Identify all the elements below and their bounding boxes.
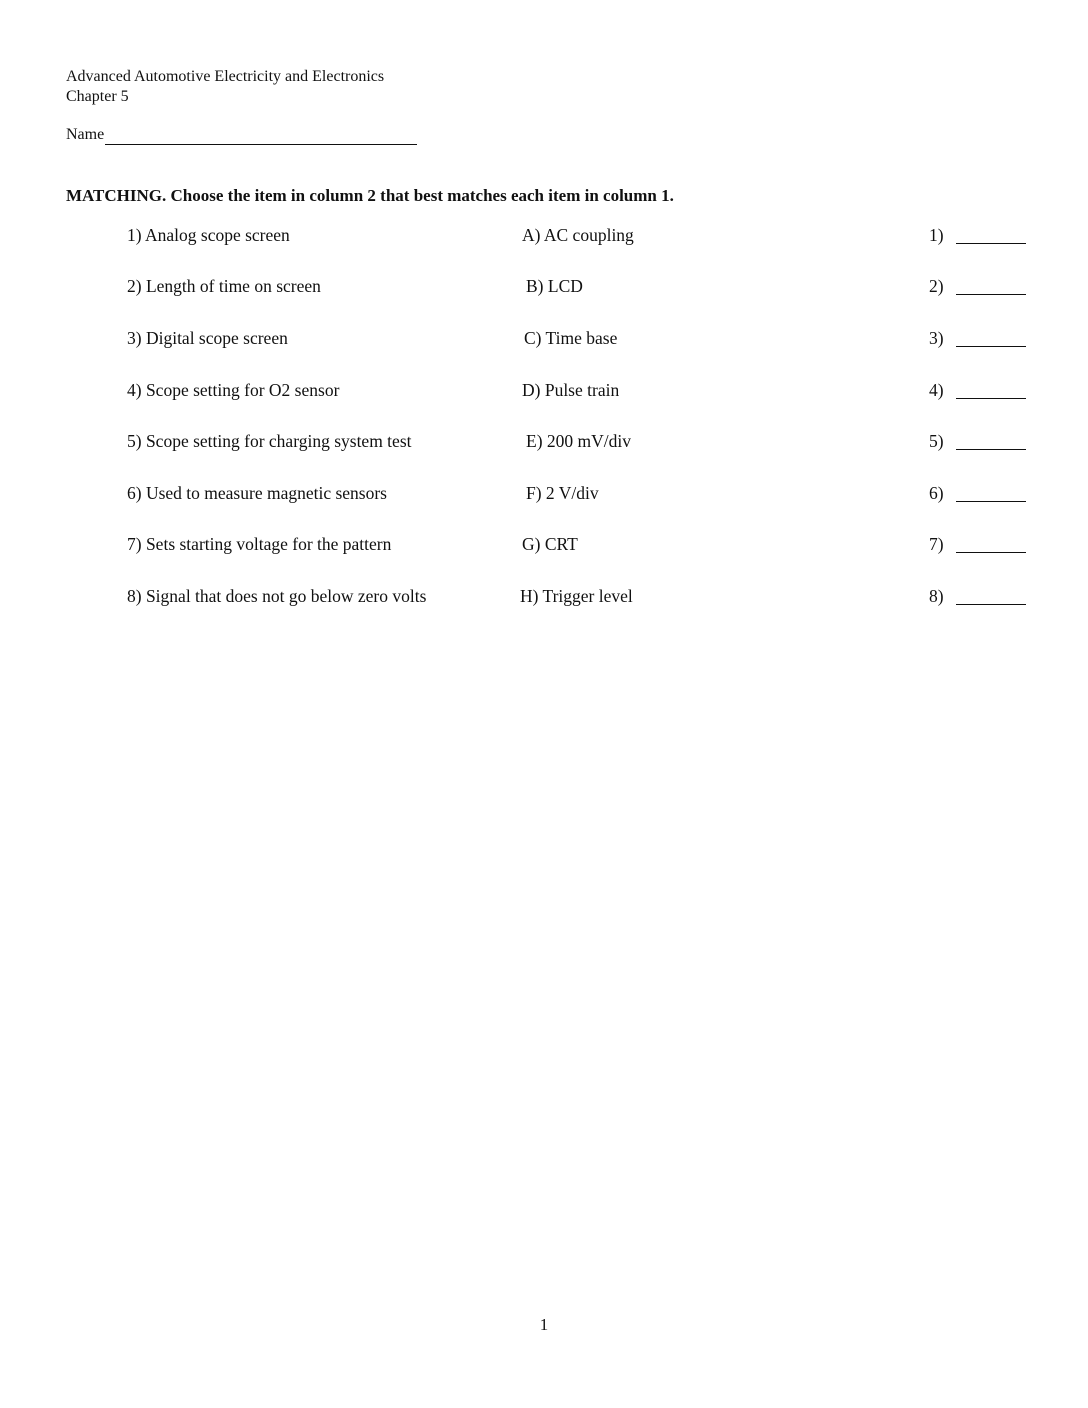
name-blank-line	[105, 126, 417, 145]
matching-row-1	[0, 223, 1088, 247]
answer-number-3: 3)	[929, 328, 944, 348]
answer-blank-7	[956, 552, 1026, 553]
match-b: B) LCD	[526, 276, 583, 296]
matching-row-4	[0, 378, 1088, 402]
matching-row-8	[0, 584, 1088, 608]
matching-row-6	[0, 481, 1088, 505]
chapter-title: Chapter 5	[66, 88, 129, 105]
answer-number-2: 2)	[929, 276, 944, 296]
answer-number-7: 7)	[929, 534, 944, 554]
matching-row-3	[0, 326, 1088, 350]
answer-number-6: 6)	[929, 483, 944, 503]
name-label: Name	[66, 126, 105, 143]
answer-blank-8	[956, 604, 1026, 605]
match-e: E) 200 mV/div	[526, 431, 631, 451]
course-title: Advanced Automotive Electricity and Electronics	[66, 68, 385, 85]
term-4: 4) Scope setting for O2 sensor	[127, 380, 340, 400]
answer-blank-5	[956, 449, 1026, 450]
matching-row-2	[0, 274, 1088, 298]
term-8: 8) Signal that does not go below zero volts	[127, 586, 427, 606]
answer-number-8: 8)	[929, 586, 944, 606]
answer-blank-6	[956, 501, 1026, 502]
name-field	[66, 125, 417, 145]
page-number: 1	[539, 1315, 549, 1334]
document-header	[66, 67, 384, 107]
term-1: 1) Analog scope screen	[127, 225, 290, 245]
term-3: 3) Digital scope screen	[127, 328, 288, 348]
answer-number-5: 5)	[929, 431, 944, 451]
answer-number-4: 4)	[929, 380, 944, 400]
answer-blank-4	[956, 398, 1026, 399]
match-d: D) Pulse train	[522, 380, 620, 400]
answer-number-1: 1)	[929, 225, 944, 245]
answer-blank-3	[956, 346, 1026, 347]
matching-instructions: MATCHING. Choose the item in column 2 that best matches each item in column 1.	[66, 186, 674, 205]
matching-row-7	[0, 532, 1088, 556]
term-6: 6) Used to measure magnetic sensors	[127, 483, 387, 503]
term-7: 7) Sets starting voltage for the pattern	[127, 534, 392, 554]
answer-blank-1	[956, 243, 1026, 244]
match-c: C) Time base	[524, 328, 618, 348]
term-2: 2) Length of time on screen	[127, 276, 321, 296]
match-h: H) Trigger level	[520, 586, 633, 606]
match-g: G) CRT	[522, 534, 578, 554]
match-f: F) 2 V/div	[526, 483, 599, 503]
match-a: A) AC coupling	[522, 225, 634, 245]
matching-row-5	[0, 429, 1088, 453]
answer-blank-2	[956, 294, 1026, 295]
term-5: 5) Scope setting for charging system test	[127, 431, 412, 451]
